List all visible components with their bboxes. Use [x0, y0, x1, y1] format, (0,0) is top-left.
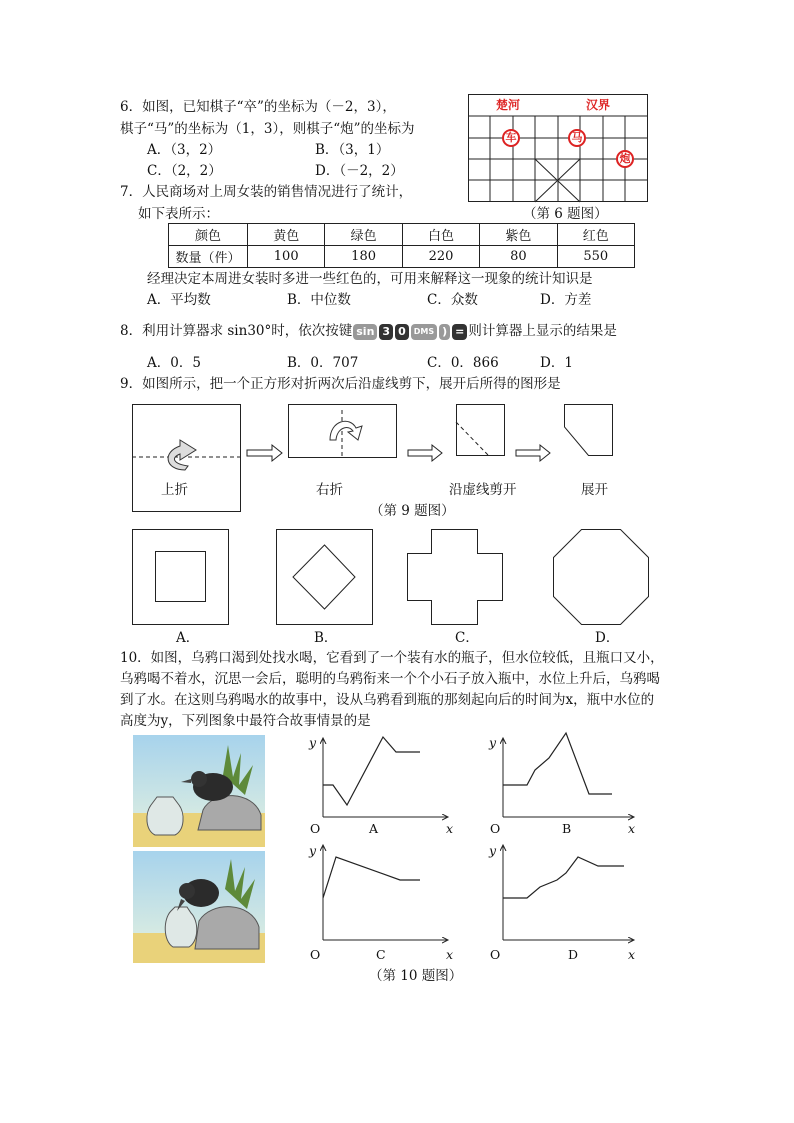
- q9-option-a: A．: [176, 630, 200, 646]
- piece-ma: 马: [568, 129, 586, 147]
- calculator-key-0: 0: [395, 324, 409, 340]
- table-cell: 100: [248, 246, 325, 268]
- q6-caption: （第 6 题图）: [523, 206, 608, 222]
- calculator-key-close-paren: ): [439, 324, 450, 340]
- q6-option-d: D．（－2，2）: [315, 163, 404, 179]
- graph-b-curve: [503, 733, 612, 794]
- graph-c-y-label: y: [309, 843, 317, 858]
- q7-line1: 7．人民商场对上周女装的销售情况进行了统计，: [120, 184, 413, 200]
- table-header-cell: 黄色: [248, 224, 325, 246]
- q9-line1: 9．如图所示，把一个正方形对折两次后沿虚线剪下，展开后所得的图形是: [120, 376, 561, 392]
- q8-option-d: D．1: [540, 355, 573, 371]
- graph-d-label: D: [568, 947, 579, 962]
- q6-option-c: C．（2，2）: [147, 163, 222, 179]
- step-label-fold-right: 右折: [316, 482, 343, 498]
- q8-suffix: 则计算器上显示的结果是: [468, 323, 617, 339]
- table-header-cell: 红色: [557, 224, 634, 246]
- table-cell: 数量（件）: [169, 246, 248, 268]
- graph-a-y-label: y: [309, 735, 317, 750]
- graph-b-y-label: y: [489, 735, 497, 750]
- river-label-right: 汉界: [586, 98, 611, 112]
- q9-caption: （第 9 题图）: [370, 503, 455, 519]
- table-header-cell: 白色: [402, 224, 479, 246]
- q10-caption: （第 10 题图）: [369, 968, 463, 984]
- graph-a-x-label: x: [446, 821, 454, 836]
- q7-line3: 经理决定本周进女装时多进一些红色的，可用来解释这一现象的统计知识是: [147, 271, 593, 287]
- q10-line4: 高度为y，下列图象中最符合故事情景的是: [120, 713, 371, 729]
- q9-option-c: C．: [455, 630, 479, 646]
- step-label-fold-up: 上折: [161, 482, 188, 498]
- table-header-cell: 紫色: [480, 224, 557, 246]
- q6-option-a: A．（3，2）: [147, 142, 222, 158]
- q6-option-b: B．（3，1）: [315, 142, 390, 158]
- graph-d-origin: O: [490, 947, 501, 962]
- piece-pao: 炮: [616, 150, 634, 168]
- q6-line1: 6．如图，已知棋子“卒”的坐标为（－2，3），: [120, 99, 396, 115]
- step-label-unfold: 展开: [581, 482, 608, 498]
- q7-option-c: C．众数: [427, 292, 478, 308]
- calculator-key-sin: sin: [353, 324, 377, 340]
- calculator-key-3: 3: [379, 324, 393, 340]
- graph-b-x-label: x: [628, 821, 636, 836]
- q8-prefix: 8．利用计算器求 sin30°时，依次按键: [120, 323, 353, 339]
- q8-option-c: C．0．866: [427, 355, 499, 371]
- graph-d-y-label: y: [489, 843, 497, 858]
- graph-a-origin: O: [310, 821, 321, 836]
- graph-a-label: A: [369, 821, 379, 836]
- table-header-cell: 绿色: [325, 224, 402, 246]
- q8-option-b: B．0．707: [287, 355, 359, 371]
- q10-line3: 到了水。在这则乌鸦喝水的故事中，设从乌鸦看到瓶的那刻起向后的时间为x，瓶中水位的: [120, 692, 655, 708]
- graph-c-label: C: [376, 947, 386, 962]
- table-header-cell: 颜色: [169, 224, 248, 246]
- q7-option-d: D．方差: [540, 292, 592, 308]
- table-cell: 180: [325, 246, 402, 268]
- graph-c-curve: [323, 857, 420, 898]
- q9-option-d: D．: [595, 630, 620, 646]
- graph-d-curve: [503, 857, 624, 898]
- calculator-key-equals: =: [452, 324, 467, 340]
- graph-b-label: B: [562, 821, 572, 836]
- q7-option-b: B．中位数: [287, 292, 351, 308]
- calculator-key-dms: DMS: [411, 324, 437, 340]
- graph-a-curve: [323, 737, 420, 805]
- graph-d-x-label: x: [628, 947, 636, 962]
- graph-c-x-label: x: [446, 947, 454, 962]
- river-label-left: 楚河: [496, 98, 521, 112]
- q8-option-a: A．0．5: [147, 355, 201, 371]
- graph-a: [323, 737, 448, 817]
- q6-line2: 棋子“马”的坐标为（1，3），则棋子“炮”的坐标为: [120, 121, 415, 137]
- q7-option-a: A．平均数: [147, 292, 211, 308]
- table-cell: 220: [402, 246, 479, 268]
- q10-line2: 乌鸦喝不着水，沉思一会后，聪明的乌鸦衔来一个个小石子放入瓶中，水位上升后，乌鸦喝: [120, 671, 660, 687]
- graph-c-origin: O: [310, 947, 321, 962]
- q9-option-b: B．: [314, 630, 338, 646]
- q10-line1: 10．如图，乌鸦口渴到处找水喝，它看到了一个装有水的瓶子，但水位较低，且瓶口又小，: [120, 650, 664, 666]
- step-label-cut: 沿虚线剪开: [449, 482, 517, 498]
- graph-c: [323, 845, 448, 940]
- piece-che: 车: [502, 129, 520, 147]
- graph-b-origin: O: [490, 821, 501, 836]
- graph-d: [503, 845, 634, 940]
- graph-b: [503, 733, 634, 817]
- table-cell: 80: [480, 246, 557, 268]
- table-cell: 550: [557, 246, 634, 268]
- q7-line2: 如下表所示：: [138, 206, 219, 222]
